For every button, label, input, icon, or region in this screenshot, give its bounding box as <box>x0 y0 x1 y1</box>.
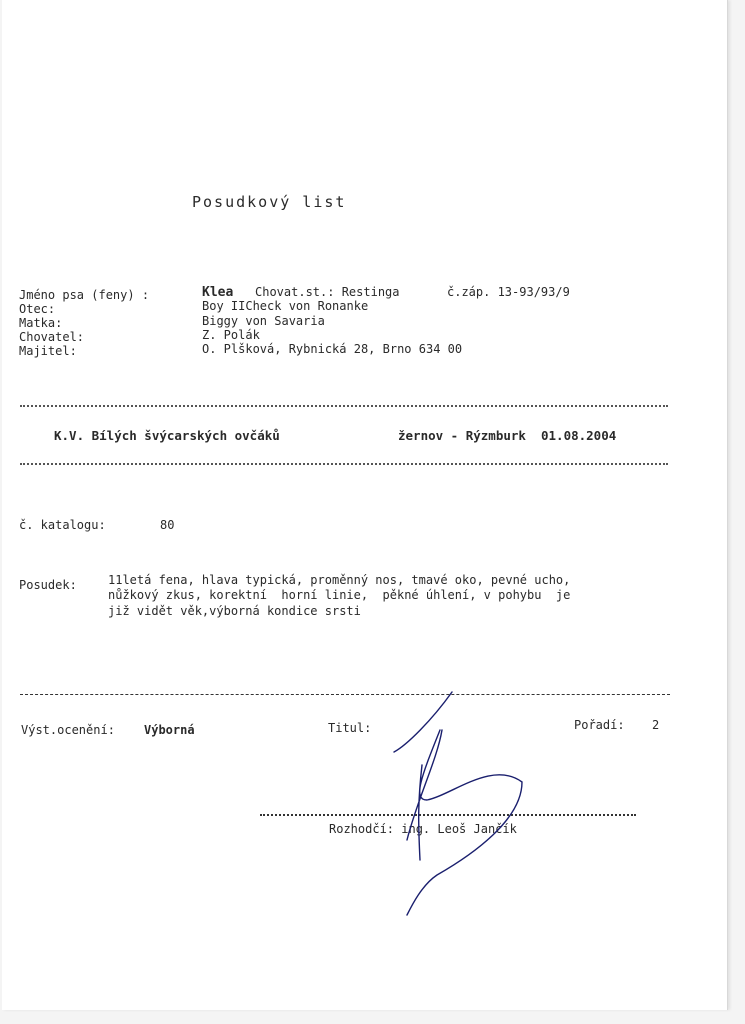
registration-number: č.záp. 13-93/93/9 <box>447 285 570 299</box>
catalog-number: 80 <box>160 518 175 532</box>
wavy-divider-bottom <box>20 458 668 465</box>
rating-label: Výst.ocenění: <box>21 723 115 737</box>
poradi-label: Pořadí: <box>574 718 625 732</box>
dog-name: Klea <box>202 285 234 300</box>
catalog-label: č. katalogu: <box>19 518 106 532</box>
assessment-line: nůžkový zkus, korektní horní linie, pěkné úhlení, v pohybu je <box>108 588 571 602</box>
assessment-line: již vidět věk,výborná kondice srsti <box>108 604 361 618</box>
owner-label: Majitel: <box>19 344 77 358</box>
document-title: Posudkový list <box>192 193 347 211</box>
club-name: K.V. Bílých švýcarských ovčáků <box>54 428 280 443</box>
father-name: Boy IICheck von Ronanke <box>202 299 369 313</box>
poradi-value: 2 <box>652 718 660 732</box>
titul-label: Titul: <box>328 721 372 735</box>
rating-value: Výborná <box>144 723 195 737</box>
assessment-line: 11letá fena, hlava typická, proměnný nos, tmavé oko, pevné ucho, <box>108 573 571 587</box>
judge-signature <box>382 690 542 920</box>
dog-name-label: Jméno psa (feny) : <box>19 288 150 302</box>
mother-label: Matka: <box>19 316 63 330</box>
judge-name: Rozhodčí: ing. Leoš Jančík <box>329 822 517 836</box>
document-sheet <box>2 0 728 1010</box>
assessment-label: Posudek: <box>19 578 77 592</box>
breeder-label: Chovatel: <box>19 330 85 344</box>
dashed-divider <box>20 694 670 695</box>
event-place-date: žernov - Rýzmburk 01.08.2004 <box>398 428 617 443</box>
breeder-station: Chovat.st.: Restinga <box>255 285 400 299</box>
breeder-name: Z. Polák <box>202 328 260 342</box>
owner-address: O. Plšková, Rybnická 28, Brno 634 00 <box>202 342 463 356</box>
mother-name: Biggy von Savaria <box>202 314 325 328</box>
father-label: Otec: <box>19 302 56 316</box>
wavy-divider-top <box>20 400 668 407</box>
